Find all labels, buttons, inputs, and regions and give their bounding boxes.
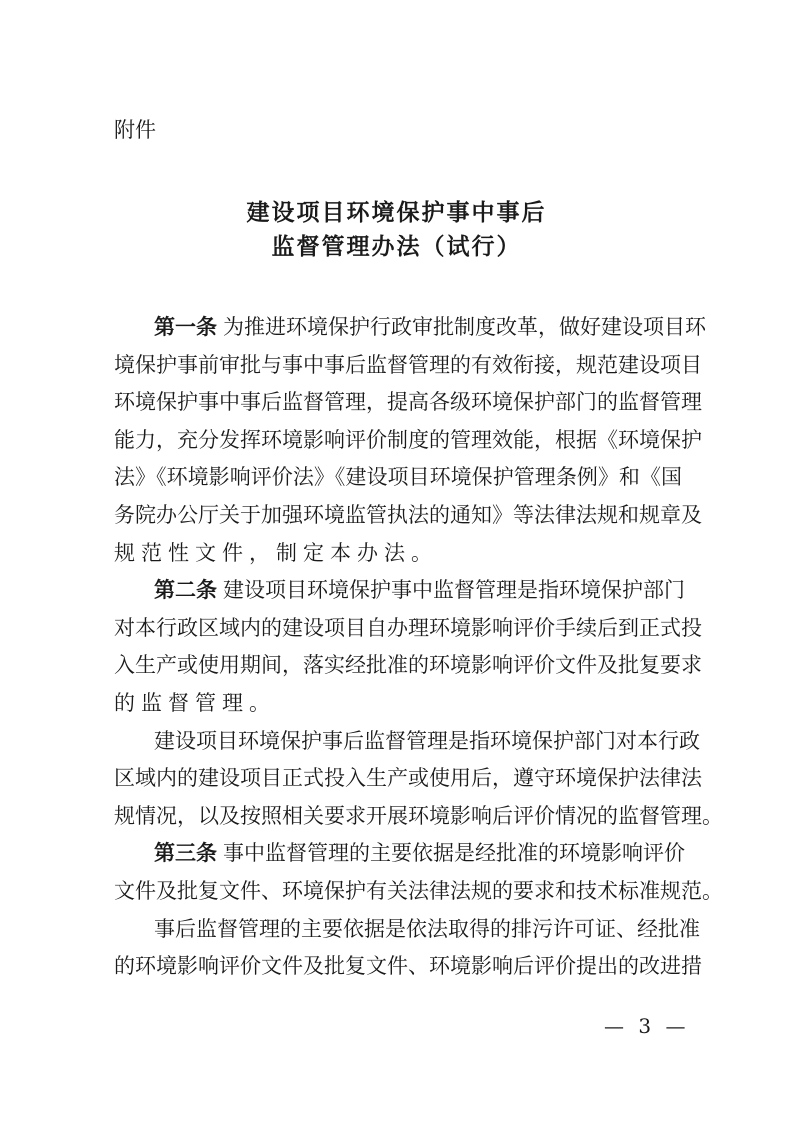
line-text: 规情况，以及按照相关要求开展环境影响后评价情况的监督管理。 [114,803,723,828]
line-text: 入生产或使用期间，落实经批准的环境影响评价文件及批复要求 [114,653,702,678]
line-text: 对本行政区域内的建设项目自办理环境影响评价手续后到正式投 [114,615,702,640]
document-title-line-1: 建设项目环境保护事中事后 [246,200,547,226]
body-text-line [114,688,682,718]
body-text-line [114,387,702,417]
attachment-label: 附件 [114,118,156,142]
body-text-line [114,951,702,981]
line-text: 事中监督管理的主要依据是经批准的环境影响评价 [223,841,685,866]
body-text-line [154,838,685,868]
body-text-line [114,801,723,831]
body-text-line [114,538,682,568]
line-text: 区域内的建设项目正式投入生产或使用后，遵守环境保护法律法 [114,766,702,791]
page-number: — 3 — [604,1014,690,1038]
line-text: 事后监督管理的主要依据是依法取得的排污许可证、经批准 [154,916,700,941]
line-text: 为推进环境保护行政审批制度改革，做好建设项目环 [223,315,706,339]
line-text: 的监督管理。 [114,691,276,715]
body-text-line [154,726,700,756]
article-number: 第二条 [154,578,217,603]
body-text-line [154,575,685,605]
line-text: 务院办公厅关于加强环境监管执法的通知》等法律法规和规章及 [114,503,702,527]
article-number: 第一条 [154,315,217,339]
body-text-line [114,613,702,643]
body-text-line [114,763,702,793]
line-text: 境保护事前审批与事中事后监督管理的有效衔接，规范建设项目 [114,352,702,377]
line-text: 规范性文件，制定本办法。 [114,540,438,565]
body-text-line [154,312,706,342]
article-number: 第三条 [154,841,217,866]
line-text: 建设项目环境保护事后监督管理是指环境保护部门对本行政 [154,728,700,753]
body-text-line [114,876,723,906]
body-text-line [114,650,702,680]
body-text-line [114,500,702,530]
line-text: 能力，充分发挥环境影响评价制度的管理效能，根据《环境保护 [114,427,702,452]
line-text: 建设项目环境保护事中监督管理是指环境保护部门 [223,578,685,603]
document-title-line-2: 监督管理办法（试行） [271,234,522,260]
body-text-line [114,425,702,455]
line-text: 文件及批复文件、环境保护有关法律法规的要求和技术标准规范。 [114,879,723,903]
line-text: 的环境影响评价文件及批复文件、环境影响后评价提出的改进措 [114,954,702,979]
line-text: 法》《环境影响评价法》《建设项目环境保护管理条例》和《国 [114,465,682,490]
line-text: 环境保护事中事后监督管理，提高各级环境保护部门的监督管理 [114,390,702,415]
body-text-line [114,462,682,492]
body-text-line [154,914,700,944]
body-text-line [114,350,702,380]
